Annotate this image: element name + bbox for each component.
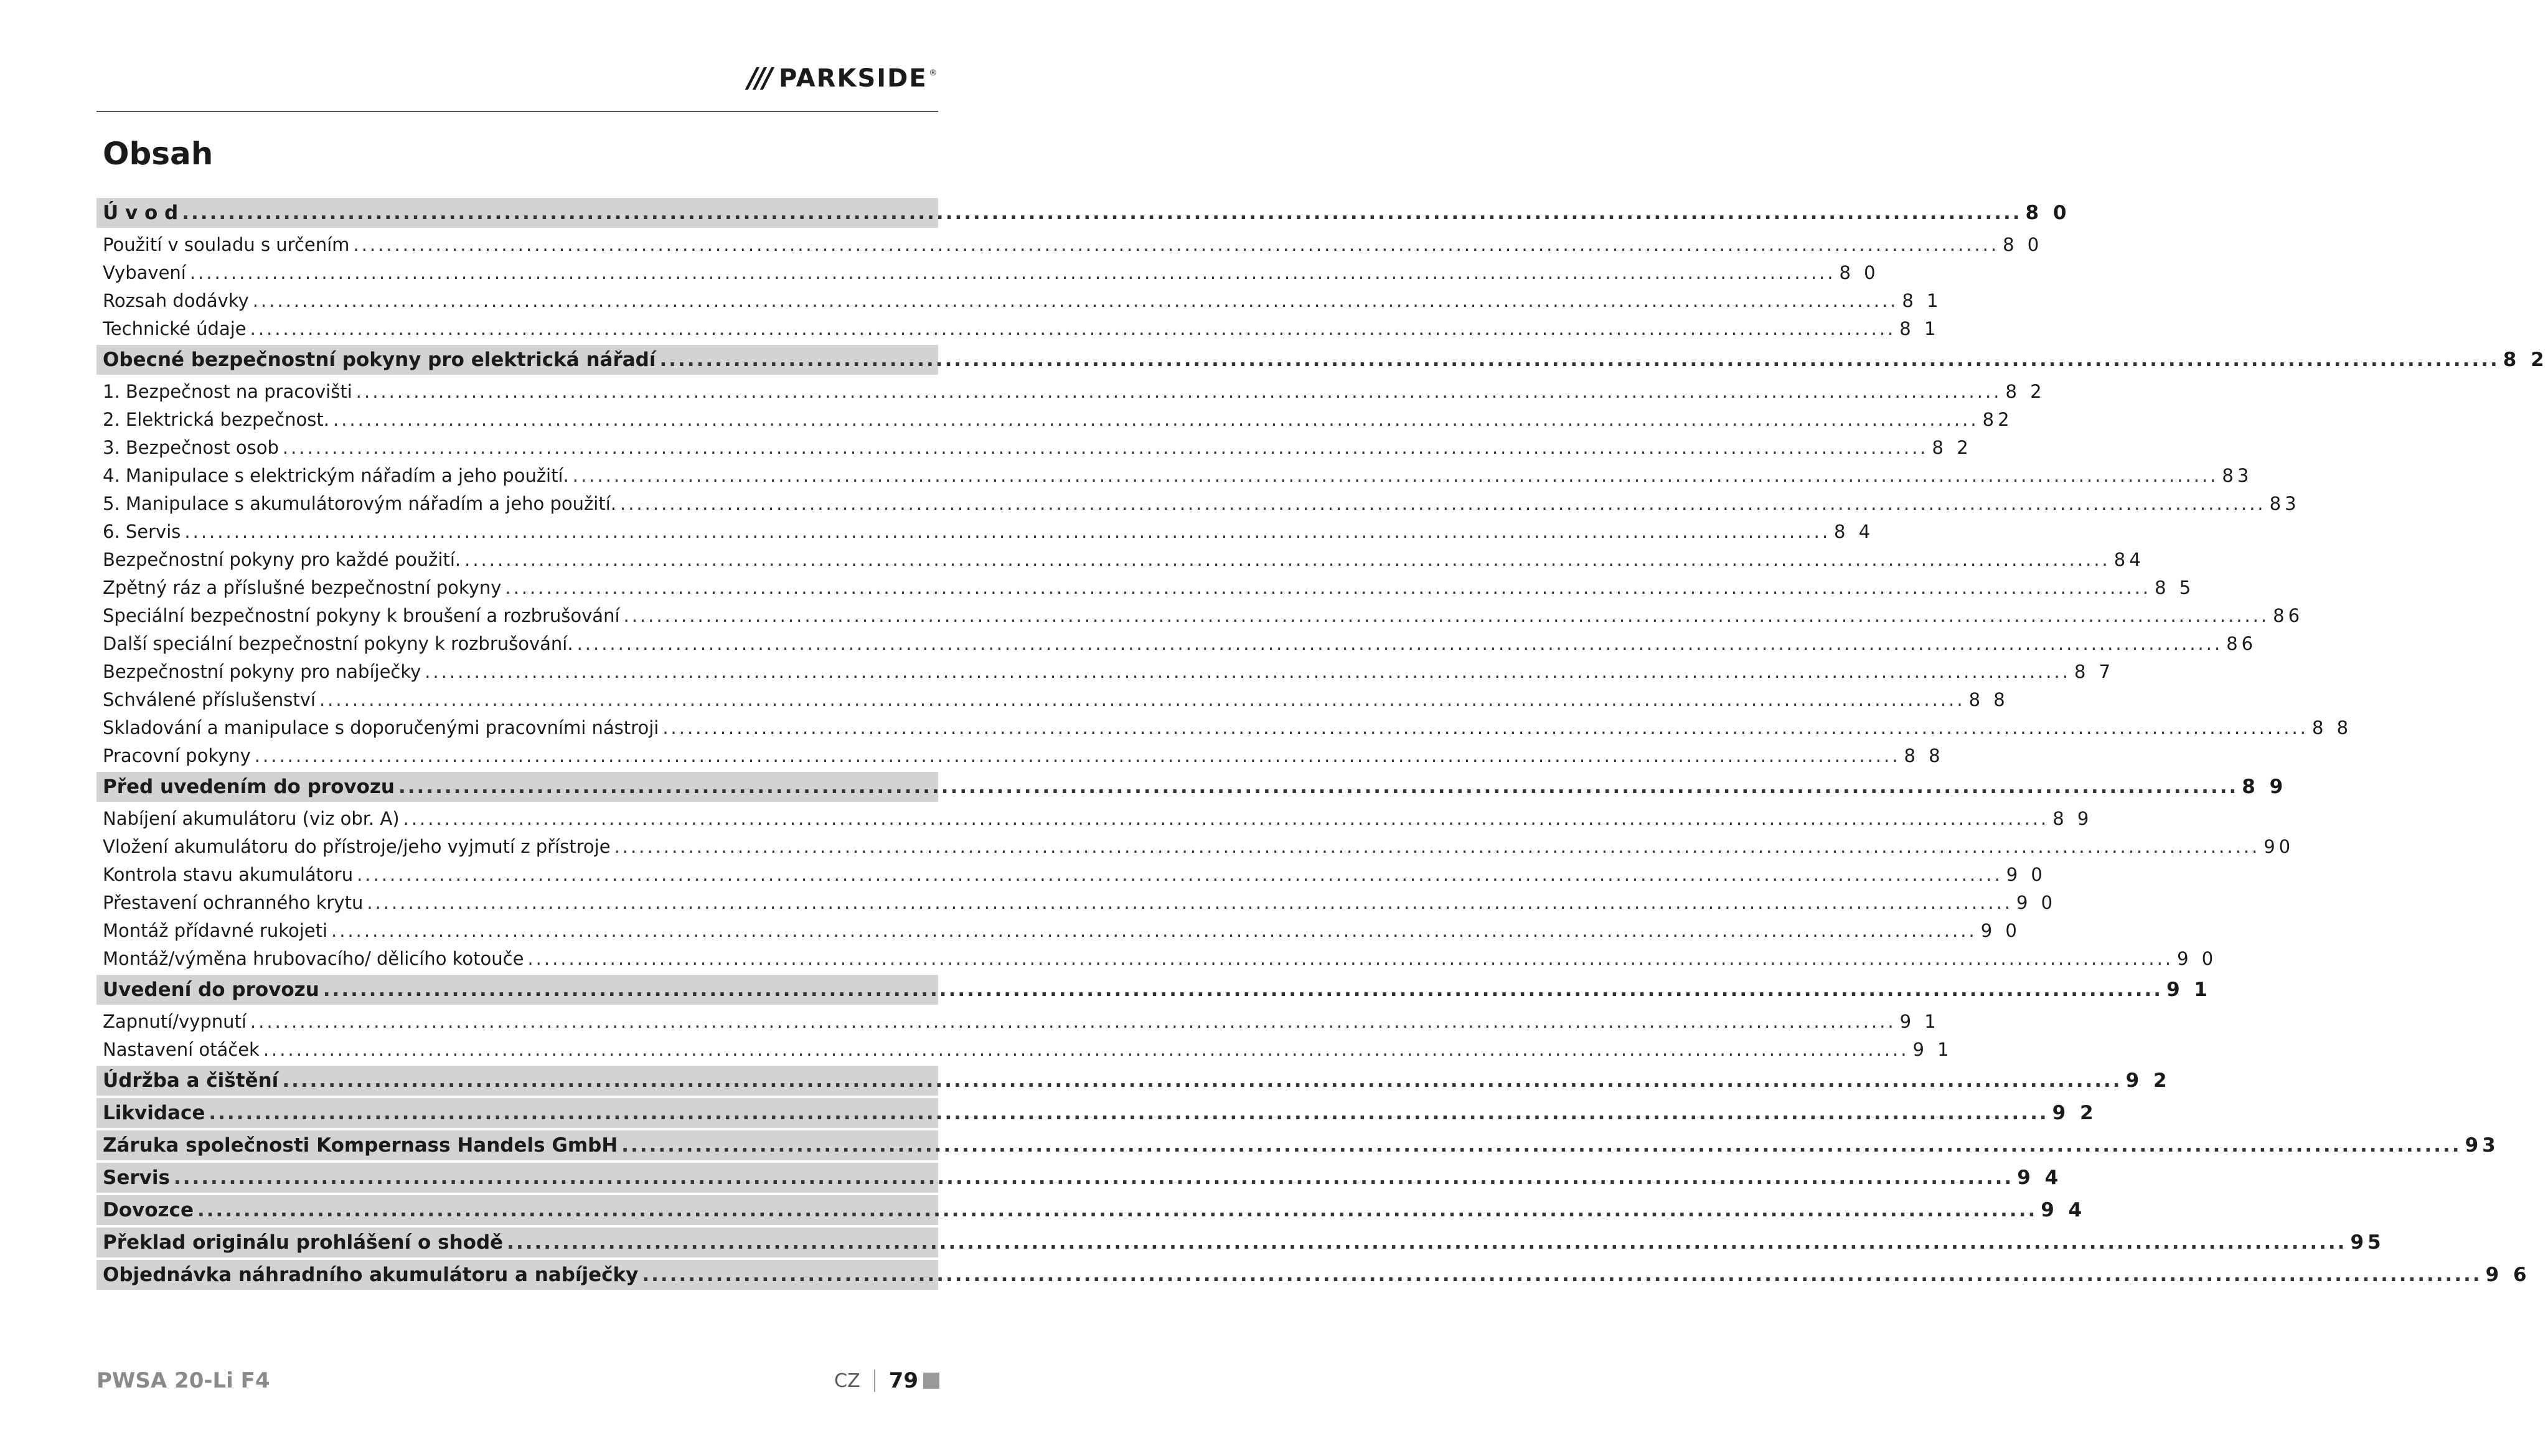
- toc-item-row[interactable]: [96, 489, 2300, 517]
- toc-entry-label: Záruka společnosti Kompernass Handels GmbH: [103, 1134, 618, 1157]
- toc-dot-leader: ........................................................................................................................................................................................................: [252, 290, 1899, 311]
- toc-dot-leader: ........................................................................................................................................................................................................: [263, 1039, 1909, 1060]
- toc-dot-leader: ........................................................................................................................................................................................................: [250, 318, 1896, 339]
- toc-item-row[interactable]: [96, 713, 2353, 741]
- toc-entry-label: Montáž/výměna hrubovacího/ dělicího kotouče: [103, 948, 524, 969]
- toc-entry-label: Vybavení: [103, 262, 186, 283]
- toc-page-number: 8 0: [1839, 262, 1879, 283]
- toc-page-number: 83: [2269, 493, 2300, 514]
- footer-separator: [874, 1369, 875, 1392]
- toc-dot-leader: ........................................................................................................................................................................................................: [464, 549, 2110, 570]
- toc-section-row[interactable]: [96, 1066, 2171, 1096]
- toc-dot-leader: ........................................................................................................................................................................................................: [367, 892, 2013, 913]
- toc-entry-label: 4. Manipulace s elektrickým nářadím a jeho použití.: [103, 465, 569, 486]
- toc-entry-label: 5. Manipulace s akumulátorovým nářadím a jeho použití.: [103, 493, 616, 514]
- toc-dot-leader: ........................................................................................................................................................................................................: [425, 661, 2071, 682]
- toc-section-row[interactable]: [96, 975, 2211, 1005]
- toc-dot-leader: ........................................................................................................................................................................................................: [527, 948, 2174, 969]
- toc-dot-leader: ........................................................................................................................................................................................................: [507, 1231, 2347, 1254]
- toc-entry-label: 6. Servis: [103, 521, 181, 542]
- toc-page-number: 9 1: [1899, 1011, 1940, 1032]
- toc-page-number: 8 8: [1968, 689, 2009, 710]
- toc-page-number: 9 2: [2125, 1069, 2171, 1092]
- toc-entry-label: Skladování a manipulace s doporučenými pracovními nástroji: [103, 717, 659, 738]
- toc-dot-leader: ........................................................................................................................................................................................................: [282, 1069, 2122, 1092]
- toc-dot-leader: ........................................................................................................................................................................................................: [619, 493, 2266, 514]
- toc-page-number: 8 9: [2242, 776, 2287, 798]
- toc-page-number: 82: [1982, 409, 2013, 430]
- toc-section-row[interactable]: [96, 345, 2548, 375]
- toc-dot-leader: ........................................................................................................................................................................................................: [182, 202, 2022, 224]
- toc-entry-label: Likvidace: [103, 1102, 205, 1124]
- header-divider: [96, 111, 938, 112]
- toc-section-row[interactable]: [96, 1130, 2499, 1160]
- toc-dot-leader: ........................................................................................................................................................................................................: [642, 1264, 2482, 1286]
- toc-entry-label: Ú v o d: [103, 202, 179, 224]
- toc-section-row[interactable]: [96, 1228, 2385, 1257]
- toc-page-number: 8 0: [2003, 234, 2043, 255]
- toc-entry-label: Dovozce: [103, 1199, 194, 1221]
- logo-text: PARKSIDE: [779, 63, 928, 93]
- toc-item-row[interactable]: [96, 1007, 1940, 1035]
- toc-page-number: 8 4: [1834, 521, 1874, 542]
- toc-page-number: 9 2: [2052, 1102, 2097, 1124]
- toc-entry-label: Uvedení do provozu: [103, 979, 319, 1001]
- toc-item-row[interactable]: [96, 314, 1940, 342]
- toc-item-row[interactable]: [96, 433, 1972, 461]
- toc-entry-label: Údržba a čištění: [103, 1069, 279, 1092]
- toc-item-row[interactable]: [96, 741, 1944, 769]
- toc-item-row[interactable]: [96, 1035, 1953, 1063]
- toc-entry-label: Překlad originálu prohlášení o shodě: [103, 1231, 504, 1254]
- toc-entry-label: Montáž přídavné rukojeti: [103, 920, 328, 941]
- toc-page-number: 86: [2226, 633, 2257, 654]
- toc-entry-label: Schválené příslušenství: [103, 689, 316, 710]
- toc-dot-leader: ........................................................................................................................................................................................................: [576, 633, 2223, 654]
- toc-dot-leader: ........................................................................................................................................................................................................: [505, 577, 2151, 598]
- page-title: Obsah: [103, 136, 214, 172]
- footer-square-marker: [923, 1373, 939, 1389]
- toc-entry-label: Nabíjení akumulátoru (viz obr. A): [103, 808, 400, 829]
- toc-entry-label: Nastavení otáček: [103, 1039, 260, 1060]
- toc-page-number: 9 6: [2485, 1264, 2531, 1286]
- toc-item-row[interactable]: [96, 601, 2304, 629]
- toc-entry-label: Technické údaje: [103, 318, 247, 339]
- toc-dot-leader: ........................................................................................................................................................................................................: [173, 1167, 2014, 1189]
- toc-entry-label: Objednávka náhradního akumulátoru a nabíječky: [103, 1264, 639, 1286]
- toc-dot-leader: ........................................................................................................................................................................................................: [353, 234, 2000, 255]
- toc-entry-label: Další speciální bezpečnostní pokyny k rozbrušování.: [103, 633, 573, 654]
- toc-dot-leader: ........................................................................................................................................................................................................: [254, 745, 1901, 766]
- toc-page-number: 8 8: [2311, 717, 2353, 738]
- toc-dot-leader: ........................................................................................................................................................................................................: [319, 689, 1965, 710]
- toc-entry-label: Zpětný ráz a příslušné bezpečnostní pokyny: [103, 577, 502, 598]
- toc-page-number: 8 5: [2155, 577, 2195, 598]
- toc-item-row[interactable]: [96, 860, 2046, 888]
- toc-item-row[interactable]: [96, 258, 1879, 286]
- toc-entry-label: Použití v souladu s určením: [103, 234, 350, 255]
- toc-item-row[interactable]: [96, 517, 1874, 545]
- toc-page-number: 8 7: [2074, 661, 2115, 682]
- toc-page-number: 86: [2273, 605, 2304, 626]
- toc-dot-leader: ........................................................................................................................................................................................................: [331, 920, 1977, 941]
- toc-section-row[interactable]: [96, 1163, 2062, 1193]
- footer-page-info: [834, 1368, 939, 1393]
- toc-page-number: 83: [2222, 465, 2253, 486]
- footer-language: CZ: [834, 1369, 860, 1392]
- logo-slashes: ///: [747, 62, 771, 94]
- toc-item-row[interactable]: [96, 944, 2217, 972]
- toc-page-number: 8 2: [2005, 381, 2046, 402]
- toc-page-number: 9 1: [1912, 1039, 1953, 1060]
- toc-page-number: 9 0: [2016, 892, 2057, 913]
- toc-entry-label: Vložení akumulátoru do přístroje/jeho vyjmutí z přístroje: [103, 836, 611, 857]
- toc-dot-leader: ........................................................................................................................................................................................................: [659, 349, 2499, 371]
- toc-entry-label: 1. Bezpečnost na pracovišti: [103, 381, 352, 402]
- table-of-contents: [96, 195, 2548, 1292]
- toc-item-row[interactable]: [96, 573, 2195, 601]
- toc-section-row[interactable]: [96, 1195, 2086, 1225]
- toc-section-row[interactable]: [96, 198, 2071, 228]
- toc-section-row[interactable]: [96, 772, 2287, 802]
- toc-page-number: 93: [2465, 1134, 2499, 1157]
- toc-page-number: 9 4: [2041, 1199, 2086, 1221]
- toc-dot-leader: ........................................................................................................................................................................................................: [621, 1134, 2461, 1157]
- toc-item-row[interactable]: [96, 916, 2021, 944]
- toc-entry-label: Před uvedením do provozu: [103, 776, 395, 798]
- toc-page-number: 8 1: [1899, 318, 1940, 339]
- toc-dot-leader: ........................................................................................................................................................................................................: [357, 864, 2003, 885]
- toc-dot-leader: ........................................................................................................................................................................................................: [209, 1102, 2049, 1124]
- toc-entry-label: Bezpečnostní pokyny pro každé použití.: [103, 549, 461, 570]
- toc-entry-label: Zapnutí/vypnutí: [103, 1011, 247, 1032]
- toc-dot-leader: ........................................................................................................................................................................................................: [197, 1199, 2038, 1221]
- toc-item-row[interactable]: [96, 286, 1942, 314]
- toc-entry-label: Rozsah dodávky: [103, 290, 249, 311]
- toc-entry-label: Přestavení ochranného krytu: [103, 892, 364, 913]
- toc-page-number: 9 0: [2177, 948, 2217, 969]
- toc-page-number: 8 2: [2503, 349, 2548, 371]
- toc-item-row[interactable]: [96, 405, 2013, 433]
- toc-item-row[interactable]: [96, 832, 2295, 860]
- toc-page-number: 8 2: [1932, 437, 1972, 458]
- toc-page-number: 84: [2113, 549, 2145, 570]
- toc-dot-leader: ........................................................................................................................................................................................................: [572, 465, 2219, 486]
- toc-item-row[interactable]: [96, 804, 2093, 832]
- toc-section-row[interactable]: [96, 1260, 2531, 1290]
- brand-logo: [748, 62, 936, 94]
- toc-page-number: 9 1: [2166, 979, 2211, 1001]
- toc-item-row[interactable]: [96, 377, 2046, 405]
- toc-entry-label: 2. Elektrická bezpečnost.: [103, 409, 329, 430]
- toc-item-row[interactable]: [96, 461, 2253, 489]
- toc-page-number: 9 4: [2017, 1167, 2062, 1189]
- toc-page-number: 8 1: [1902, 290, 1942, 311]
- toc-entry-label: Pracovní pokyny: [103, 745, 251, 766]
- toc-page-number: 90: [2264, 836, 2295, 857]
- toc-item-row[interactable]: [96, 657, 2115, 685]
- toc-entry-label: Bezpečnostní pokyny pro nabíječky: [103, 661, 421, 682]
- toc-section-row[interactable]: [96, 1098, 2097, 1128]
- logo-registered-mark: ®: [929, 67, 936, 77]
- toc-entry-label: Servis: [103, 1167, 170, 1189]
- toc-item-row[interactable]: [96, 685, 2009, 713]
- toc-page-number: 95: [2350, 1231, 2385, 1254]
- toc-dot-leader: ........................................................................................................................................................................................................: [662, 717, 2308, 738]
- toc-dot-leader: ........................................................................................................................................................................................................: [614, 836, 2260, 857]
- toc-entry-label: Obecné bezpečnostní pokyny pro elektrická nářadí: [103, 349, 656, 371]
- toc-item-row[interactable]: [96, 545, 2145, 573]
- toc-entry-label: Kontrola stavu akumulátoru: [103, 864, 354, 885]
- toc-page-number: 8 0: [2025, 202, 2071, 224]
- toc-item-row[interactable]: [96, 888, 2057, 916]
- toc-dot-leader: ........................................................................................................................................................................................................: [403, 808, 2049, 829]
- footer-page-number: 79: [888, 1368, 918, 1393]
- toc-page-number: 9 0: [2006, 864, 2046, 885]
- toc-dot-leader: ........................................................................................................................................................................................................: [282, 437, 1929, 458]
- toc-page-number: 9 0: [1980, 920, 2021, 941]
- toc-page-number: 8 8: [1904, 745, 1944, 766]
- toc-dot-leader: ........................................................................................................................................................................................................: [322, 979, 2163, 1001]
- toc-dot-leader: ........................................................................................................................................................................................................: [184, 521, 1831, 542]
- toc-dot-leader: ........................................................................................................................................................................................................: [189, 262, 1836, 283]
- toc-dot-leader: ........................................................................................................................................................................................................: [250, 1011, 1896, 1032]
- footer-model-name: PWSA 20-Li F4: [96, 1368, 270, 1393]
- toc-item-row[interactable]: [96, 629, 2257, 657]
- toc-entry-label: 3. Bezpečnost osob: [103, 437, 279, 458]
- toc-dot-leader: ........................................................................................................................................................................................................: [332, 409, 1979, 430]
- toc-dot-leader: ........................................................................................................................................................................................................: [623, 605, 2270, 626]
- toc-dot-leader: ........................................................................................................................................................................................................: [355, 381, 2002, 402]
- toc-dot-leader: ........................................................................................................................................................................................................: [398, 776, 2239, 798]
- toc-entry-label: Speciální bezpečnostní pokyny k broušení a rozbrušování: [103, 605, 620, 626]
- toc-page-number: 8 9: [2052, 808, 2093, 829]
- toc-item-row[interactable]: [96, 230, 2043, 258]
